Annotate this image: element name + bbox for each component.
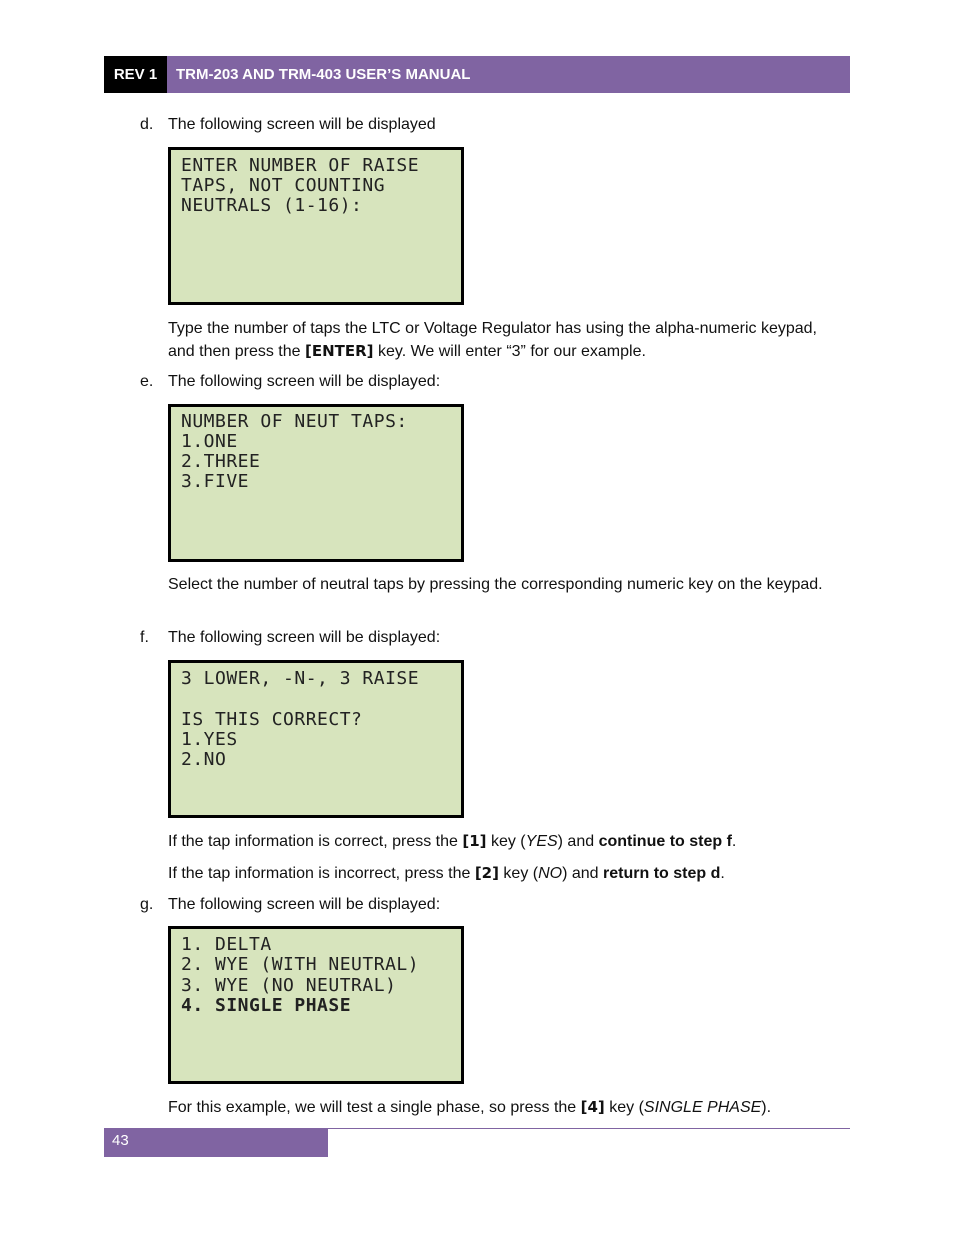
lcd-line: ENTER NUMBER OF RAISE: [181, 155, 420, 176]
step-intro: The following screen will be displayed:: [168, 896, 441, 913]
lcd-line-selected: 4. SINGLE PHASE: [181, 995, 352, 1016]
text-run: ).: [761, 1099, 772, 1116]
step-letter: e.: [140, 373, 154, 390]
text-run: For this example, we will test a single phase, so press the: [168, 1099, 581, 1116]
lcd-line: 2. WYE (WITH NEUTRAL): [181, 954, 420, 975]
text-run: SINGLE PHASE: [643, 1099, 762, 1116]
key-2-label: [2]: [474, 864, 499, 882]
page-header: [104, 56, 850, 93]
text-run: ) and: [557, 833, 599, 850]
text-run: key. We will enter “3” for our example.: [373, 343, 646, 360]
text-run: ) and: [562, 865, 604, 882]
text-run: YES: [525, 833, 558, 850]
step-f: [140, 629, 440, 647]
text-run: return to step d: [603, 865, 721, 882]
key-4-label: [4]: [580, 1098, 605, 1116]
text-run: continue to step f: [598, 833, 732, 850]
lcd-line: 3 LOWER, -N-, 3 RAISE: [181, 668, 420, 689]
lcd-line: 2.NO: [181, 749, 227, 770]
step-letter: d.: [140, 116, 154, 133]
text-run: If the tap information is incorrect, press the: [168, 865, 475, 882]
step-e-instructions: Select the number of neutral taps by pressing the corresponding numeric key on the keypad.: [168, 576, 823, 593]
lcd-screen-e: [168, 404, 464, 562]
lcd-line: TAPS, NOT COUNTING: [181, 175, 386, 196]
step-intro: The following screen will be displayed:: [168, 629, 441, 646]
text-run: key (: [498, 865, 539, 882]
step-letter: f.: [140, 629, 149, 646]
revision-label: REV 1: [104, 56, 167, 93]
lcd-screen-f: [168, 660, 464, 818]
key-1-label: [1]: [462, 832, 487, 850]
text-run: If the tap information is correct, press the: [168, 833, 463, 850]
lcd-line: 3.FIVE: [181, 471, 250, 492]
lcd-line: 1.ONE: [181, 431, 238, 452]
lcd-line: NUMBER OF NEUT TAPS:: [181, 411, 408, 432]
step-d-instructions: [168, 317, 828, 363]
step-g-instructions: [168, 1096, 828, 1119]
text-run: key (: [604, 1099, 644, 1116]
step-intro: The following screen will be displayed: [168, 116, 436, 133]
lcd-screen-g: [168, 926, 464, 1084]
text-run: key (: [486, 833, 526, 850]
page-number: 43: [104, 1129, 328, 1157]
step-letter: g.: [140, 896, 154, 913]
manual-title: TRM-203 AND TRM-403 USER’S MANUAL: [167, 56, 850, 93]
lcd-screen-d: [168, 147, 464, 305]
lcd-line: 1. DELTA: [181, 934, 272, 955]
step-f-incorrect: [168, 862, 828, 885]
text-run: .: [720, 865, 725, 882]
lcd-line: 3. WYE (NO NEUTRAL): [181, 975, 397, 996]
step-g: [140, 896, 440, 914]
text-run: .: [731, 833, 737, 850]
step-e: [140, 373, 440, 391]
step-intro: The following screen will be displayed:: [168, 373, 441, 390]
lcd-line: 2.THREE: [181, 451, 261, 472]
lcd-line: NEUTRALS (1-16):: [181, 195, 363, 216]
enter-key-label: [ENTER]: [304, 342, 374, 360]
step-f-correct: [168, 830, 828, 853]
lcd-line: 1.YES: [181, 729, 238, 750]
text-run: NO: [538, 865, 563, 882]
step-d: [140, 116, 436, 134]
lcd-line: IS THIS CORRECT?: [181, 709, 363, 730]
text-run: Type the number of taps the LTC or Voltage Regulator has using the alpha-numeric keypad, and then press the: [168, 320, 817, 360]
